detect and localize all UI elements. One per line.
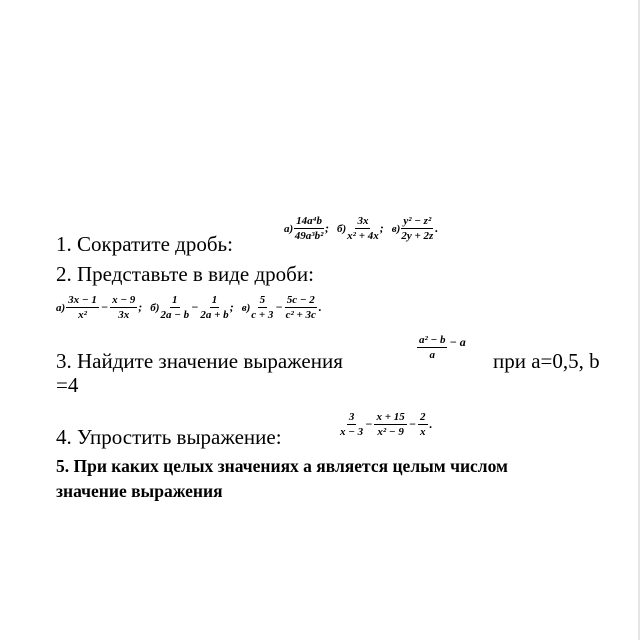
denominator: x² − 9	[377, 426, 404, 438]
minus-sign: −	[100, 300, 109, 314]
minus-sign: −	[275, 300, 283, 314]
numerator: a² − b	[419, 334, 446, 346]
end-dot: .	[318, 300, 322, 314]
denominator: x	[420, 426, 426, 438]
fraction	[110, 293, 137, 322]
minus-sign: −	[408, 417, 417, 431]
task4-expression	[340, 410, 435, 439]
numerator: 1	[172, 294, 178, 306]
separator: ;	[229, 300, 234, 314]
denominator: 3x	[118, 309, 130, 321]
task2-c-label: в)	[241, 301, 251, 314]
separator: ;	[325, 221, 329, 235]
denominator: x² + 4x	[347, 230, 379, 242]
task1-text: 1. Сократите дробь:	[56, 232, 233, 256]
numerator: 5c − 2	[286, 294, 315, 306]
task1-a-label: а)	[284, 222, 294, 235]
numerator: x − 9	[112, 294, 136, 306]
end-dot: .	[435, 221, 439, 235]
task5-line1: 5. При каких целых значениях а является целым числом	[56, 456, 508, 476]
numerator: 5	[259, 294, 266, 306]
task1-c-label: в)	[391, 222, 401, 235]
separator: ;	[379, 221, 384, 235]
task2-b-label: б)	[150, 301, 160, 314]
denominator: 2y + 2z	[401, 230, 434, 242]
task5-line2: значение выражения	[56, 481, 223, 501]
denominator: x²	[78, 309, 87, 321]
fraction	[418, 410, 428, 439]
task3-text: 3. Найдите значение выражения	[56, 349, 343, 373]
task3-expression	[417, 333, 468, 362]
minus-sign: −	[365, 417, 373, 431]
fraction	[160, 293, 189, 322]
numerator: x + 15	[376, 411, 405, 423]
task1-c-fraction	[401, 214, 433, 243]
task2-a-label: а)	[56, 301, 66, 314]
denominator: 2a + b	[200, 309, 229, 321]
task1-b-label: б)	[337, 222, 347, 235]
minus-sign: −	[191, 300, 199, 314]
denominator: 49a³b²	[294, 230, 324, 242]
fraction	[374, 410, 406, 439]
task3-condition-cont: =4	[56, 373, 79, 397]
denominator: c² + 3c	[285, 309, 316, 321]
numerator: 2	[420, 411, 426, 423]
task1-expressions	[284, 214, 440, 243]
task1-b-fraction	[347, 214, 379, 243]
numerator: 3x	[357, 215, 369, 227]
denominator: c + 3	[251, 309, 274, 321]
numerator: 1	[211, 294, 218, 306]
task2-text: 2. Представьте в виде дроби:	[56, 262, 314, 286]
numerator: y² − z²	[403, 215, 432, 227]
task3-condition: при a=0,5, b	[493, 349, 600, 373]
task1-a-fraction	[294, 214, 324, 243]
denominator: a	[429, 349, 435, 361]
fraction	[417, 333, 447, 362]
task2-expressions	[56, 293, 324, 322]
fraction	[285, 293, 317, 322]
fraction	[340, 410, 363, 439]
denominator: 2a − b	[160, 309, 190, 321]
numerator: 3	[348, 411, 355, 423]
numerator: 14a⁴b	[296, 215, 322, 227]
fraction	[66, 293, 99, 322]
fraction	[251, 293, 273, 322]
numerator: 3x − 1	[68, 294, 97, 306]
minus-a: − a	[449, 335, 466, 349]
end-dot: .	[429, 417, 433, 431]
denominator: x − 3	[340, 426, 364, 438]
separator: ;	[138, 300, 143, 314]
task4-text: 4. Упростить выражение:	[56, 425, 282, 449]
fraction	[200, 293, 228, 322]
